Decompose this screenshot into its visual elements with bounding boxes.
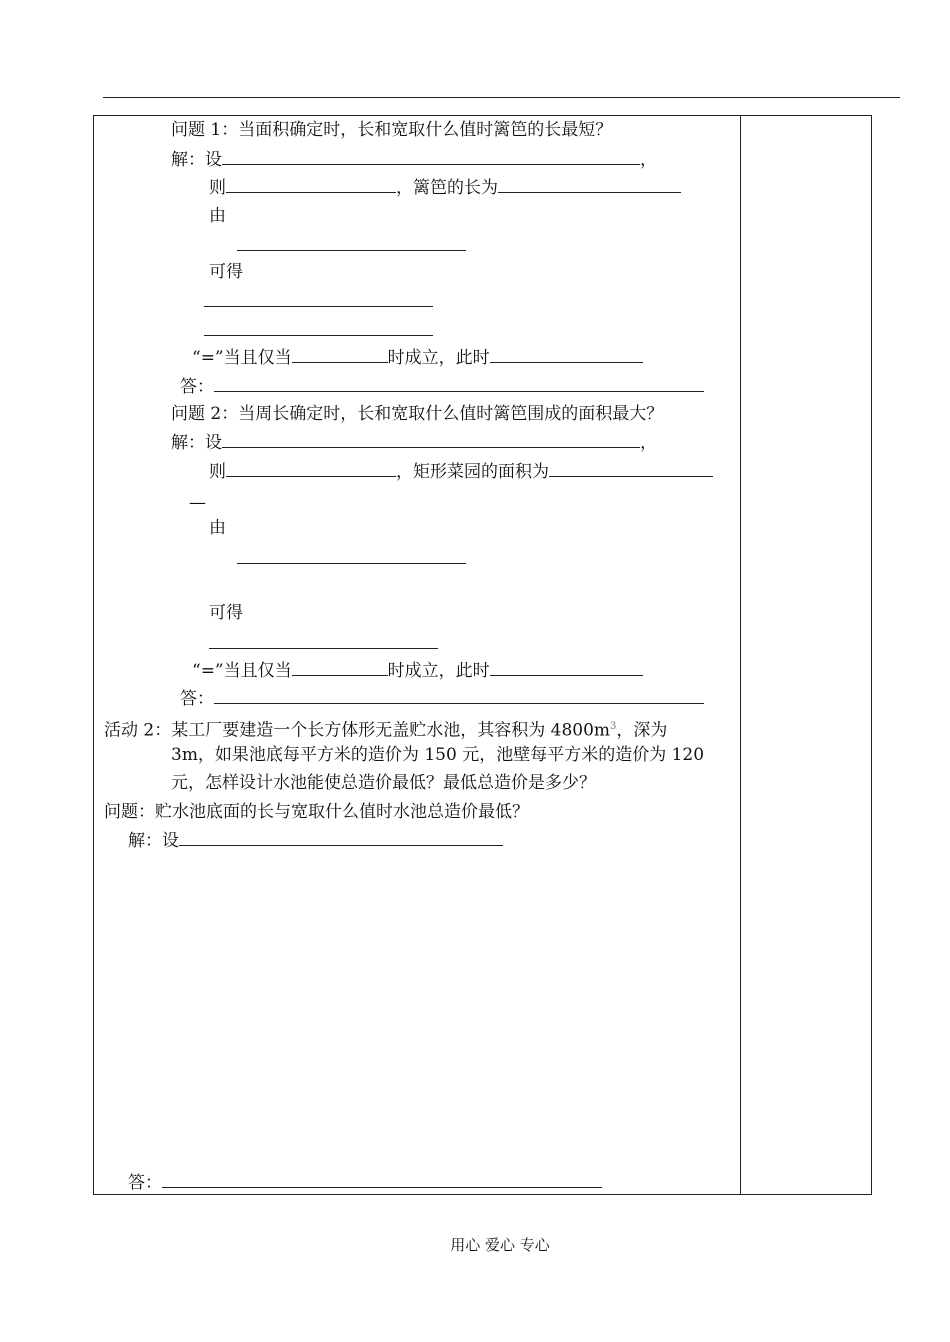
problem2-equality-blank[interactable] [292, 659, 388, 676]
activity2-answer-line [128, 1171, 602, 1194]
activity2-line-1-text: 活动 2：某工厂要建造一个长方体形无盖贮水池，其容积为 4800m [104, 720, 611, 741]
problem2-then-label: 则 [209, 462, 226, 482]
problem2-area-label: ，矩形菜园的面积为 [396, 462, 549, 482]
problem2-answer-line [180, 687, 704, 710]
problem2-get-blank[interactable] [209, 648, 438, 649]
problem2-then-line [209, 460, 713, 483]
problem1-answer-blank[interactable] [214, 375, 704, 392]
problem2-holds-label: 时成立，此时 [387, 661, 490, 681]
problem2-let-blank[interactable] [222, 431, 640, 448]
activity2-solve-line [128, 829, 503, 852]
problem2-then-blank[interactable] [226, 460, 396, 477]
problem1-holds-label: 时成立，此时 [387, 348, 490, 368]
problem2-from-blank[interactable] [237, 563, 466, 564]
problem2-answer-blank[interactable] [214, 687, 704, 704]
activity2-line-2: 3m，如果池底每平方米的造价为 150 元，池壁每平方米的造价为 120 [171, 745, 705, 765]
activity2-let-blank[interactable] [179, 829, 503, 846]
problem1-then-line [209, 176, 681, 199]
activity2-superscript: 3 [610, 721, 617, 732]
problem2-get-label: 可得 [209, 603, 243, 623]
problem1-equality-label: “=”当且仅当 [192, 348, 292, 368]
problem1-fence-blank[interactable] [498, 176, 681, 193]
problem1-fence-label: ，篱笆的长为 [396, 178, 498, 198]
problem1-let-blank[interactable] [222, 148, 640, 165]
problem2-equality-line [192, 659, 643, 682]
problem2-area-blank-wrap: — [189, 493, 206, 513]
activity2-solve-label: 解：设 [128, 831, 179, 851]
problem1-from-label: 由 [209, 206, 226, 226]
page-footer: 用心 爱心 专心 [450, 1236, 550, 1254]
problem1-then-label: 则 [209, 178, 226, 198]
activity2-line-1 [104, 716, 667, 742]
problem2-holds-blank[interactable] [490, 659, 643, 676]
problem2-solve-line [171, 431, 657, 454]
problem2-answer-label: 答： [180, 689, 214, 709]
header-rule [103, 97, 900, 98]
activity2-line-3: 元，怎样设计水池能使总造价最低？最低总造价是多少？ [171, 773, 596, 793]
problem1-then-blank[interactable] [226, 176, 396, 193]
problem1-get-label: 可得 [209, 262, 243, 282]
problem1-comma: ， [640, 150, 657, 170]
activity2-answer-label: 答： [128, 1173, 162, 1193]
problem2-equality-label: “=”当且仅当 [192, 661, 292, 681]
activity2-question: 问题：贮水池底面的长与宽取什么值时水池总造价最低？ [104, 802, 529, 822]
activity2-line-1-tail: ，深为 [616, 720, 668, 741]
problem2-solve-label: 解：设 [171, 433, 222, 453]
problem2-area-blank[interactable] [549, 460, 713, 477]
problem2-comma: ， [640, 433, 657, 453]
problem1-holds-blank[interactable] [490, 346, 643, 363]
problem2-from-label: 由 [209, 518, 226, 538]
problem1-solve-label: 解：设 [171, 150, 222, 170]
problem1-get-blank-2[interactable] [204, 335, 433, 336]
problem1-answer-line [180, 375, 704, 398]
table-column-divider [740, 115, 741, 1195]
problem1-equality-blank[interactable] [292, 346, 388, 363]
problem1-solve-line [171, 148, 657, 171]
problem2-question: 问题 2：当周长确定时，长和宽取什么值时篱笆围成的面积最大？ [171, 404, 664, 424]
problem1-from-blank[interactable] [237, 250, 466, 251]
problem1-question: 问题 1：当面积确定时，长和宽取什么值时篱笆的长最短？ [171, 120, 613, 140]
problem1-answer-label: 答： [180, 377, 214, 397]
problem1-get-blank-1[interactable] [204, 306, 433, 307]
problem1-equality-line [192, 346, 643, 369]
activity2-answer-blank[interactable] [162, 1171, 602, 1188]
